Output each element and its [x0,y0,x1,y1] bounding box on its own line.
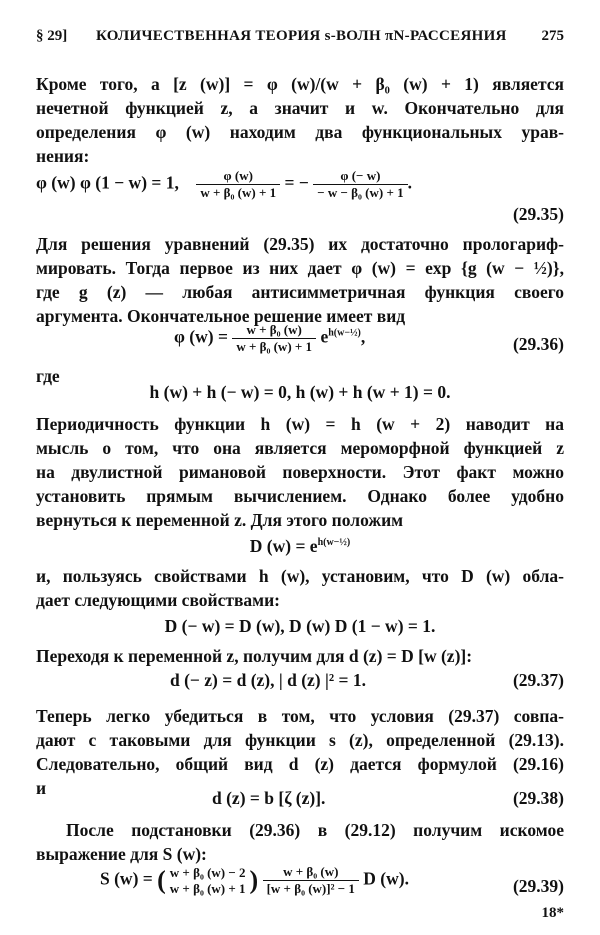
text-line: Теперь легко убедиться в том, что условия (29.37) совпа- [36,706,564,726]
section-number: § 29] [36,28,68,44]
equation-number: (29.35) [512,204,564,224]
fraction: $\frac{\varphi (- w)}{\text{− w − β₀ (w) + 1}}$ [313,168,407,201]
equation-number: (29.39) [512,876,564,896]
text-line: установить прямым вычислением. Однако более удобно [36,486,564,506]
text-line: нечетной функцией z, а значит и w. Окончательно для [36,98,564,118]
fraction: $\frac{\varphi (w)}{\text{w + β₀ (w) + 1}}$ [196,168,280,201]
text-line: на двулистной римановой поверхности. Этот факт можно [36,462,564,482]
text-line: Для решения уравнений (29.35) их достаточно прологариф- [36,234,564,254]
text-line: где g (z) — любая антисимметричная функция своего [36,282,564,302]
equation: D (− w) = D (w), D (w) D (1 − w) = 1. [164,616,436,636]
text-line: мысль о том, что она является мероморфной функцией z [36,438,564,458]
binomial: w + β₀ (w) − 2 w + β₀ (w) + 1 [169,864,246,896]
text-line: и [36,778,47,798]
equation-D: D $(w) = e^{h(w-\frac{1}{2})}$ [249,536,351,556]
equation-number: (29.36) [512,334,564,354]
text-line: дает следующими свойствами: [36,590,281,610]
equation-29-35: φ (w) φ (1 − w) = 1, $\frac{\varphi (w)}{\text{w + β₀ (w) + 1}}$ = − $\frac{\varphi (- w)}{\text{− w − β₀ (w) + 1}}$ . [36,168,412,200]
equation-29-37: d (− z) = d (z), | d (z) |² = 1. (29.37) [170,670,564,690]
text-line: вернуться к переменной z. Для этого положим [36,510,404,530]
text-line: выражение для S (w): [36,844,207,864]
equation-29-39: S (w) = ( w + β₀ (w) − 2 w + β₀ (w) + 1 ) $\frac{\text{w + β₀ (w)}}{\text{[w + β₀ (w)]² − 1}}$ D (w). (29.39) [100,864,564,896]
page-number: 275 [541,28,564,44]
fraction: $\frac{\text{w + β₀ (w)}}{\text{w + β₀ (w) + 1}}$ [232,322,316,355]
equation-number: (29.37) [512,670,564,690]
text-line: нения: [36,146,90,166]
running-header [36,28,564,50]
eq-part: = − [284,172,309,193]
text-line: определения φ (w) находим два функциональных урав- [36,122,564,142]
chapter-title: КОЛИЧЕСТВЕННАЯ ТЕОРИЯ s-ВОЛН πN-РАССЕЯНИЯ [96,28,507,44]
text-line: мировать. Тогда первое из них дает φ (w) = exp {g (w − ½)}, [36,258,564,278]
text-line: Следовательно, общий вид d (z) дается формулой (29.16) [36,754,564,774]
fraction: $\frac{\text{w + β₀ (w)}}{\text{[w + β₀ (w)]² − 1}}$ [263,864,359,897]
text-line: и, пользуясь свойствами h (w), установим, что D (w) обла- [36,566,564,586]
equation: h (w) + h (− w) = 0, h (w) + h (w + 1) = 0. [149,382,451,402]
equation-number: (29.38) [512,788,564,808]
text-line: Переходя к переменной z, получим для d (z) = D [w (z)]: [36,646,473,666]
signature-mark: 18* [541,905,564,921]
equation-29-36: φ (w) = $\frac{\text{w + β₀ (w)}}{\text{w + β₀ (w) + 1}}$ $e^{h(w-\frac{1}{2})}$, (29.36) [174,322,564,354]
text-line: После подстановки (29.36) в (29.12) получим искомое [66,820,564,840]
text-line: где [36,366,60,386]
text-line: аргумента. Окончательное решение имеет вид [36,306,406,326]
text-line: Кроме того, a [z (w)] = φ (w)/(w + β₀ (w) + 1) является [36,74,564,94]
text-line: дают с таковыми для функции s (z), определенной (29.13). [36,730,564,750]
equation-29-38: d (z) = b [ζ (z)]. (29.38) [212,788,564,808]
text-line: Периодичность функции h (w) = h (w + 2) наводит на [36,414,564,434]
eq-part: φ (w) φ (1 − w) = 1, [36,172,179,193]
